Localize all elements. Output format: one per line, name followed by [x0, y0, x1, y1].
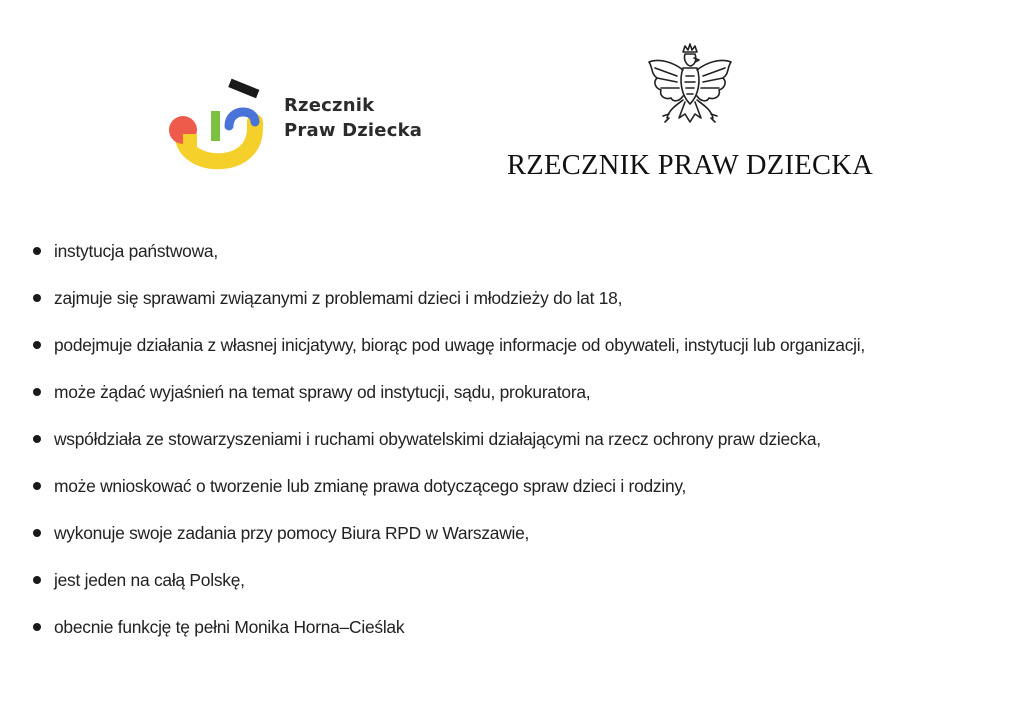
- list-item: [32, 563, 1012, 610]
- rpd-logo-line2: Praw Dziecka: [284, 120, 423, 141]
- bullet-icon: [33, 247, 41, 255]
- rpd-logo-text: [284, 93, 422, 143]
- list-item-text: może żądać wyjaśnień na temat sprawy od instytucji, sądu, prokuratora,: [54, 382, 591, 402]
- list-item: [32, 516, 1012, 563]
- list-item: [32, 422, 1012, 469]
- list-item-text: obecnie funkcję tę pełni Monika Horna–Cieślak: [54, 617, 405, 637]
- list-item-text: wykonuje swoje zadania przy pomocy Biura RPD w Warszawie,: [54, 523, 530, 543]
- rpd-emblem-title: RZECZNIK PRAW DZIECKA: [506, 150, 874, 181]
- list-item-text: jest jeden na całą Polskę,: [54, 570, 245, 590]
- list-item-text: zajmuje się sprawami związanymi z problemami dzieci i młodzieży do lat 18,: [54, 288, 623, 308]
- bullet-icon: [33, 576, 41, 584]
- list-item-text: instytucja państwowa,: [54, 241, 218, 261]
- bullet-icon: [33, 294, 41, 302]
- list-item: [32, 281, 1012, 328]
- list-item-text: podejmuje działania z własnej inicjatywy, biorąc pod uwagę informacje od obywateli, instytucji lub organizacji,: [54, 335, 865, 355]
- bullet-icon: [33, 341, 41, 349]
- bullet-icon: [33, 482, 41, 490]
- bullet-icon: [33, 623, 41, 631]
- rpd-logo-mark-icon: [163, 78, 273, 178]
- info-list: [32, 234, 1012, 657]
- list-item-text: może wnioskować o tworzenie lub zmianę prawa dotyczącego spraw dzieci i rodziny,: [54, 476, 687, 496]
- rpd-logo-line1: Rzecznik: [284, 95, 375, 116]
- bullet-icon: [33, 435, 41, 443]
- list-item: [32, 328, 1012, 375]
- bullet-icon: [33, 529, 41, 537]
- list-item-text: współdziała ze stowarzyszeniami i ruchami obywatelskimi działającymi na rzecz ochrony praw dziecka,: [54, 429, 821, 449]
- rpd-emblem-logo: [480, 38, 900, 188]
- rpd-logo: [163, 78, 443, 178]
- list-item: [32, 469, 1012, 516]
- list-item: [32, 375, 1012, 422]
- list-item: [32, 234, 1012, 281]
- white-eagle-icon: [645, 40, 735, 140]
- bullet-icon: [33, 388, 41, 396]
- list-item: [32, 610, 1012, 657]
